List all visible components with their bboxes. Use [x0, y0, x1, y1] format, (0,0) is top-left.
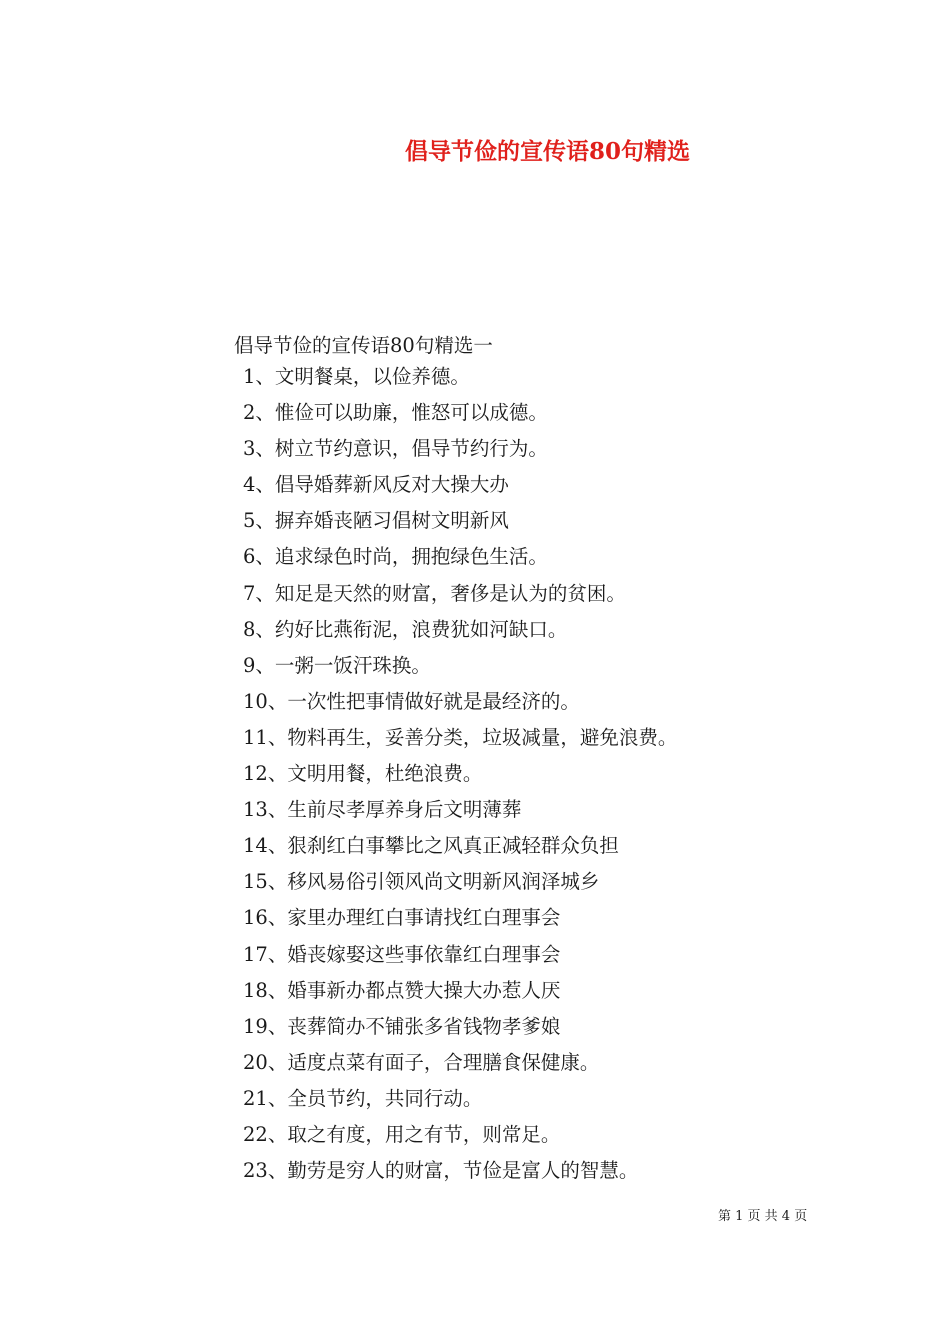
list-item: 9、一粥一饭汗珠换。 [243, 653, 431, 677]
list-item: 6、追求绿色时尚，拥抱绿色生活。 [243, 545, 548, 569]
list-item: 5、摒弃婚丧陋习倡树文明新风 [243, 509, 509, 533]
list-item: 7、知足是天然的财富，奢侈是认为的贫困。 [243, 581, 626, 605]
list-item: 22、取之有度，用之有节，则常足。 [243, 1122, 561, 1146]
list-item: 16、家里办理红白事请找红白理事会 [243, 906, 561, 930]
list-item: 21、全员节约，共同行动。 [243, 1086, 483, 1110]
section-heading: 倡导节俭的宣传语80句精选一 [234, 334, 493, 357]
page-footer: 第 1 页 共 4 页 [718, 1209, 808, 1224]
list-item: 1、文明餐桌，以俭养德。 [243, 365, 470, 388]
list-item: 2、惟俭可以助廉，惟怒可以成德。 [243, 401, 548, 425]
slogan-list [243, 366, 677, 1196]
list-item: 10、一次性把事情做好就是最经济的。 [243, 689, 580, 713]
list-item: 11、物料再生，妥善分类，垃圾减量，避免浪费。 [243, 725, 678, 749]
list-item: 4、倡导婚葬新风反对大操大办 [243, 473, 509, 497]
list-item: 12、文明用餐，杜绝浪费。 [243, 762, 483, 786]
list-item: 19、丧葬简办不铺张多省钱物孝爹娘 [243, 1014, 561, 1038]
list-item: 3、树立节约意识，倡导节约行为。 [243, 437, 548, 461]
list-item: 20、适度点菜有面子，合理膳食保健康。 [243, 1050, 600, 1074]
list-item: 13、生前尽孝厚养身后文明薄葬 [243, 798, 522, 822]
document-title: 倡导节俭的宣传语80句精选 [405, 138, 691, 165]
list-item: 14、狠刹红白事攀比之风真正减轻群众负担 [243, 834, 619, 858]
list-item: 15、移风易俗引领风尚文明新风润泽城乡 [243, 870, 600, 894]
list-item: 23、勤劳是穷人的财富，节俭是富人的智慧。 [243, 1159, 639, 1183]
list-item: 17、婚丧嫁娶这些事依靠红白理事会 [243, 942, 561, 966]
list-item: 8、约好比燕衔泥，浪费犹如河缺口。 [243, 617, 568, 641]
list-item: 18、婚事新办都点赞大操大办惹人厌 [243, 978, 561, 1002]
